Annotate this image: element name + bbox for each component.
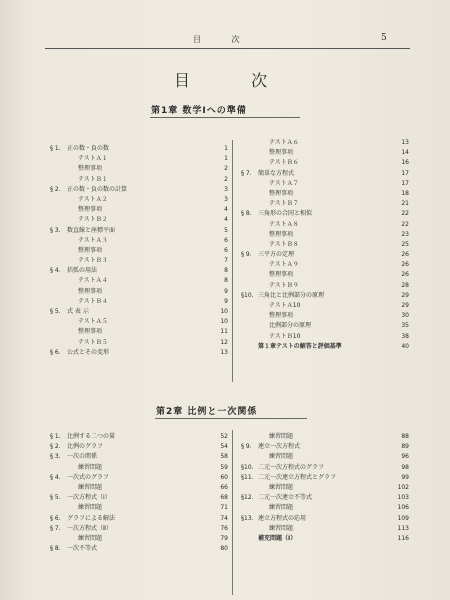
toc-entry — [50, 493, 228, 503]
entry-title: 整理事項 — [269, 149, 294, 157]
toc-entry — [241, 199, 409, 209]
entry-page: 22 — [401, 210, 409, 218]
entry-page: 8 — [224, 267, 228, 275]
entry-title: 整理事項 — [78, 246, 103, 254]
entry-page: 116 — [397, 534, 409, 542]
chapter-2-right-column — [241, 432, 409, 544]
section-number: § 6. — [50, 348, 61, 356]
section-number: § 4. — [50, 267, 61, 275]
chapter-1-left-column — [50, 144, 228, 358]
chapter-2-left-column — [50, 432, 228, 554]
entry-page: 88 — [401, 433, 409, 440]
toc-entry — [241, 270, 409, 280]
entry-page: 9 — [224, 297, 228, 305]
toc-entry — [241, 138, 409, 148]
entry-page: 13 — [401, 139, 409, 146]
entry-title: テストＢ５ — [78, 338, 108, 346]
toc-entry — [50, 215, 228, 225]
entry-page: 60 — [220, 473, 228, 481]
toc-entry — [241, 321, 409, 331]
entry-title: 式 表 示 — [67, 308, 89, 315]
toc-entry — [50, 287, 228, 297]
entry-page: 29 — [401, 291, 409, 299]
entry-title: 整理事項 — [78, 165, 103, 173]
toc-entry — [241, 342, 409, 352]
toc-entry — [241, 189, 409, 199]
toc-entry — [50, 432, 228, 442]
entry-title: テストＡ10 — [269, 302, 301, 309]
entry-page: 89 — [401, 443, 409, 451]
toc-entry — [241, 452, 409, 462]
entry-title: テストＡ２ — [78, 195, 108, 203]
entry-page: 38 — [401, 332, 409, 340]
entry-title: 一次方程式（Ⅰ） — [67, 494, 111, 502]
entry-page: 96 — [401, 453, 409, 461]
entry-title: 練習問題 — [269, 483, 294, 491]
toc-entry — [50, 327, 228, 337]
toc-entry — [50, 154, 228, 164]
entry-page: 52 — [220, 433, 228, 440]
entry-page: 11 — [220, 328, 228, 336]
entry-page: 5 — [224, 226, 228, 234]
section-number: §11. — [241, 473, 254, 481]
entry-title: 二元一次連立方程式とグラフ — [258, 473, 337, 481]
entry-page: 16 — [401, 159, 409, 167]
section-number: § 4. — [50, 473, 61, 481]
entry-page: 21 — [401, 200, 409, 208]
entry-title: 数直線と座標平面 — [67, 226, 116, 234]
entry-page: 4 — [224, 206, 228, 214]
toc-entry — [241, 432, 409, 442]
section-number: § 8. — [50, 545, 61, 553]
toc-entry — [50, 226, 228, 236]
chapter-2-heading: 第2章 比例と一次関係 — [156, 407, 258, 417]
entry-title: 整理事項 — [269, 189, 294, 197]
entry-title: 一次の関係 — [67, 453, 98, 461]
column-divider — [232, 140, 233, 382]
entry-title: 練習問題 — [269, 433, 294, 440]
toc-entry — [241, 291, 409, 301]
section-number: § 7. — [50, 524, 61, 532]
entry-title: 比例部分の原理 — [269, 322, 312, 330]
toc-entry — [241, 209, 409, 219]
entry-title: 簡単な方程式 — [258, 169, 295, 177]
entry-page: 3 — [224, 185, 228, 193]
entry-title: テストＡ７ — [269, 179, 299, 187]
toc-entry — [241, 473, 409, 483]
entry-page: 4 — [224, 216, 228, 224]
entry-page: 8 — [224, 277, 228, 285]
toc-entry — [50, 164, 228, 174]
entry-page: 17 — [401, 169, 409, 177]
entry-page: 26 — [401, 251, 409, 259]
section-number: § 3. — [50, 453, 61, 461]
header-rule — [45, 48, 410, 49]
entry-title: 三平方の定理 — [258, 251, 295, 259]
toc-entry — [50, 514, 228, 524]
entry-page: 66 — [220, 483, 228, 491]
toc-entry — [241, 240, 409, 250]
entry-title: 練習問題 — [78, 504, 103, 512]
toc-entry — [241, 503, 409, 513]
entry-page: 58 — [220, 453, 228, 461]
entry-title: 括弧の用法 — [67, 267, 98, 275]
entry-page: 68 — [220, 494, 228, 502]
entry-title: 練習問題 — [269, 453, 294, 461]
entry-title: テストＢ３ — [78, 257, 108, 265]
entry-title: テストＢ２ — [78, 216, 108, 224]
entry-title: 正の数・負の数 — [67, 145, 110, 152]
entry-title: テストＢ10 — [269, 332, 301, 340]
entry-title: 練習問題 — [269, 524, 294, 532]
section-number: § 9. — [241, 251, 252, 259]
toc-entry — [50, 463, 228, 473]
section-number: § 6. — [50, 514, 61, 522]
toc-entry — [241, 442, 409, 452]
column-divider — [232, 430, 233, 595]
entry-page: 109 — [397, 514, 409, 522]
toc-entry — [241, 158, 409, 168]
toc-entry — [241, 463, 409, 473]
entry-title: 三角比と比例部分の原理 — [258, 291, 325, 299]
entry-page: 25 — [401, 240, 409, 248]
toc-entry — [50, 317, 228, 327]
entry-page: 22 — [401, 220, 409, 228]
toc-entry — [50, 473, 228, 483]
toc-entry — [241, 301, 409, 311]
section-number: § 3. — [50, 226, 61, 234]
entry-title: 整理事項 — [269, 271, 294, 279]
toc-entry — [241, 493, 409, 503]
entry-page: 2 — [224, 175, 228, 183]
entry-page: 30 — [401, 312, 409, 320]
entry-title: テストＢ７ — [269, 200, 299, 208]
chapter-1-heading: 第1章 数学Ⅰへの準備 — [151, 106, 247, 116]
entry-page: 10 — [220, 308, 228, 315]
toc-title: 目 次 — [174, 71, 296, 90]
toc-entry — [241, 281, 409, 291]
entry-title: テストＡ８ — [269, 220, 299, 228]
entry-title: 補充問題（Ⅰ） — [258, 534, 297, 542]
toc-entry — [50, 524, 228, 534]
entry-page: 80 — [220, 545, 228, 553]
entry-page: 1 — [224, 145, 228, 152]
toc-entry — [50, 338, 228, 348]
section-number: § 2. — [50, 185, 61, 193]
entry-page: 29 — [401, 302, 409, 309]
entry-title: テストＢ９ — [269, 281, 299, 289]
entry-page: 12 — [220, 338, 228, 346]
toc-entry — [50, 307, 228, 317]
entry-title: テストＢ８ — [269, 240, 299, 248]
entry-page: 59 — [220, 463, 228, 471]
entry-title: 比例のグラフ — [67, 443, 104, 451]
section-number: § 7. — [241, 169, 252, 177]
entry-title: 整理事項 — [78, 287, 103, 295]
entry-title: 二元一次方程式のグラフ — [258, 463, 325, 471]
entry-title: 比例する二つの量 — [67, 433, 116, 440]
entry-title: 整理事項 — [269, 230, 294, 238]
entry-title: 一次式のグラフ — [67, 473, 110, 481]
entry-title: テストＡ５ — [78, 318, 108, 326]
entry-title: テストＡ６ — [269, 139, 299, 146]
entry-page: 7 — [224, 257, 228, 265]
toc-entry — [241, 534, 409, 544]
entry-page: 10 — [220, 318, 228, 326]
entry-title: 公式とその変形 — [67, 348, 110, 356]
chapter-1-rule — [150, 117, 300, 118]
entry-page: 98 — [401, 463, 409, 471]
toc-entry — [50, 175, 228, 185]
entry-page: 106 — [397, 504, 409, 512]
entry-page: 71 — [220, 504, 228, 512]
entry-title: 練習問題 — [78, 483, 103, 491]
entry-title: 三角形の合同と相似 — [258, 210, 313, 218]
running-header: 目 次 — [193, 35, 254, 44]
toc-entry — [241, 169, 409, 179]
entry-title: 整理事項 — [269, 312, 294, 320]
entry-title: テストＡ３ — [78, 236, 108, 244]
toc-entry — [50, 297, 228, 307]
toc-entry — [50, 503, 228, 513]
section-number: §12. — [241, 494, 254, 502]
entry-title: 一次方程式（Ⅱ） — [67, 524, 112, 532]
toc-entry — [241, 250, 409, 260]
entry-page: 17 — [401, 179, 409, 187]
toc-entry — [241, 179, 409, 189]
toc-entry — [241, 524, 409, 534]
page-number: 5 — [381, 33, 387, 43]
toc-entry — [241, 148, 409, 158]
section-number: § 9. — [241, 443, 252, 451]
entry-title: 正の数・負の数の計算 — [67, 185, 128, 193]
entry-page: 76 — [220, 524, 228, 532]
chapter-1-right-column — [241, 138, 409, 352]
entry-page: 99 — [401, 473, 409, 481]
toc-entry — [50, 544, 228, 554]
entry-page: 6 — [224, 246, 228, 254]
section-number: §13. — [241, 514, 254, 522]
entry-page: 74 — [220, 514, 228, 522]
section-number: § 5. — [50, 494, 61, 502]
toc-entry — [50, 266, 228, 276]
toc-entry — [241, 483, 409, 493]
section-number: § 5. — [50, 308, 61, 315]
entry-title: テストＢ４ — [78, 297, 108, 305]
toc-entry — [241, 230, 409, 240]
entry-page: 6 — [224, 236, 228, 244]
entry-page: 14 — [401, 149, 409, 157]
entry-title: テストＢ１ — [78, 175, 108, 183]
entry-title: 練習問題 — [78, 463, 103, 471]
entry-page: 54 — [220, 443, 228, 451]
toc-entry — [50, 236, 228, 246]
section-number: § 8. — [241, 210, 252, 218]
entry-page: 28 — [401, 281, 409, 289]
toc-entry — [50, 246, 228, 256]
toc-entry — [241, 311, 409, 321]
toc-entry — [241, 332, 409, 342]
entry-title: 連立方程式の応用 — [258, 514, 307, 522]
section-number: § 1. — [50, 145, 61, 152]
toc-entry — [50, 452, 228, 462]
section-number: § 2. — [50, 443, 61, 451]
entry-title: テストＢ６ — [269, 159, 299, 167]
toc-entry — [50, 276, 228, 286]
toc-entry — [50, 185, 228, 195]
toc-entry — [50, 256, 228, 266]
toc-entry — [50, 144, 228, 154]
entry-page: 9 — [224, 287, 228, 295]
entry-title: 整理事項 — [78, 328, 103, 336]
entry-page: 23 — [401, 230, 409, 238]
entry-title: 練習問題 — [269, 504, 294, 512]
entry-title: 二元一次連立不等式 — [258, 494, 313, 502]
toc-entry — [50, 442, 228, 452]
entry-page: 35 — [401, 322, 409, 330]
entry-page: 2 — [224, 165, 228, 173]
toc-entry — [241, 514, 409, 524]
entry-title: 連立一次方程式 — [258, 443, 301, 451]
entry-page: 40 — [401, 342, 409, 350]
entry-page: 13 — [220, 348, 228, 356]
entry-title: グラフによる解法 — [67, 514, 116, 522]
entry-page: 79 — [220, 534, 228, 542]
entry-page: 1 — [224, 155, 228, 163]
entry-title: テストＡ９ — [269, 261, 299, 269]
entry-page: 102 — [397, 483, 409, 491]
section-number: § 1. — [50, 433, 61, 440]
chapter-2-rule — [155, 418, 307, 419]
entry-title: テストＡ１ — [78, 155, 108, 163]
entry-page: 3 — [224, 195, 228, 203]
toc-entry — [50, 205, 228, 215]
section-number: §10. — [241, 463, 254, 471]
entry-page: 103 — [397, 494, 409, 502]
toc-entry — [241, 260, 409, 270]
entry-title: 第１章テストの解答と評価基準 — [258, 342, 342, 350]
toc-entry — [241, 220, 409, 230]
toc-entry — [50, 483, 228, 493]
entry-title: テストＡ４ — [78, 277, 108, 285]
toc-entry — [50, 195, 228, 205]
toc-entry — [50, 348, 228, 358]
entry-title: 一次不等式 — [67, 545, 98, 553]
entry-title: 練習問題 — [78, 534, 103, 542]
toc-entry — [50, 534, 228, 544]
entry-page: 18 — [401, 189, 409, 197]
section-number: §10. — [241, 291, 254, 299]
entry-page: 113 — [397, 524, 409, 532]
entry-page: 26 — [401, 271, 409, 279]
entry-title: 整理事項 — [78, 206, 103, 214]
entry-page: 26 — [401, 261, 409, 269]
